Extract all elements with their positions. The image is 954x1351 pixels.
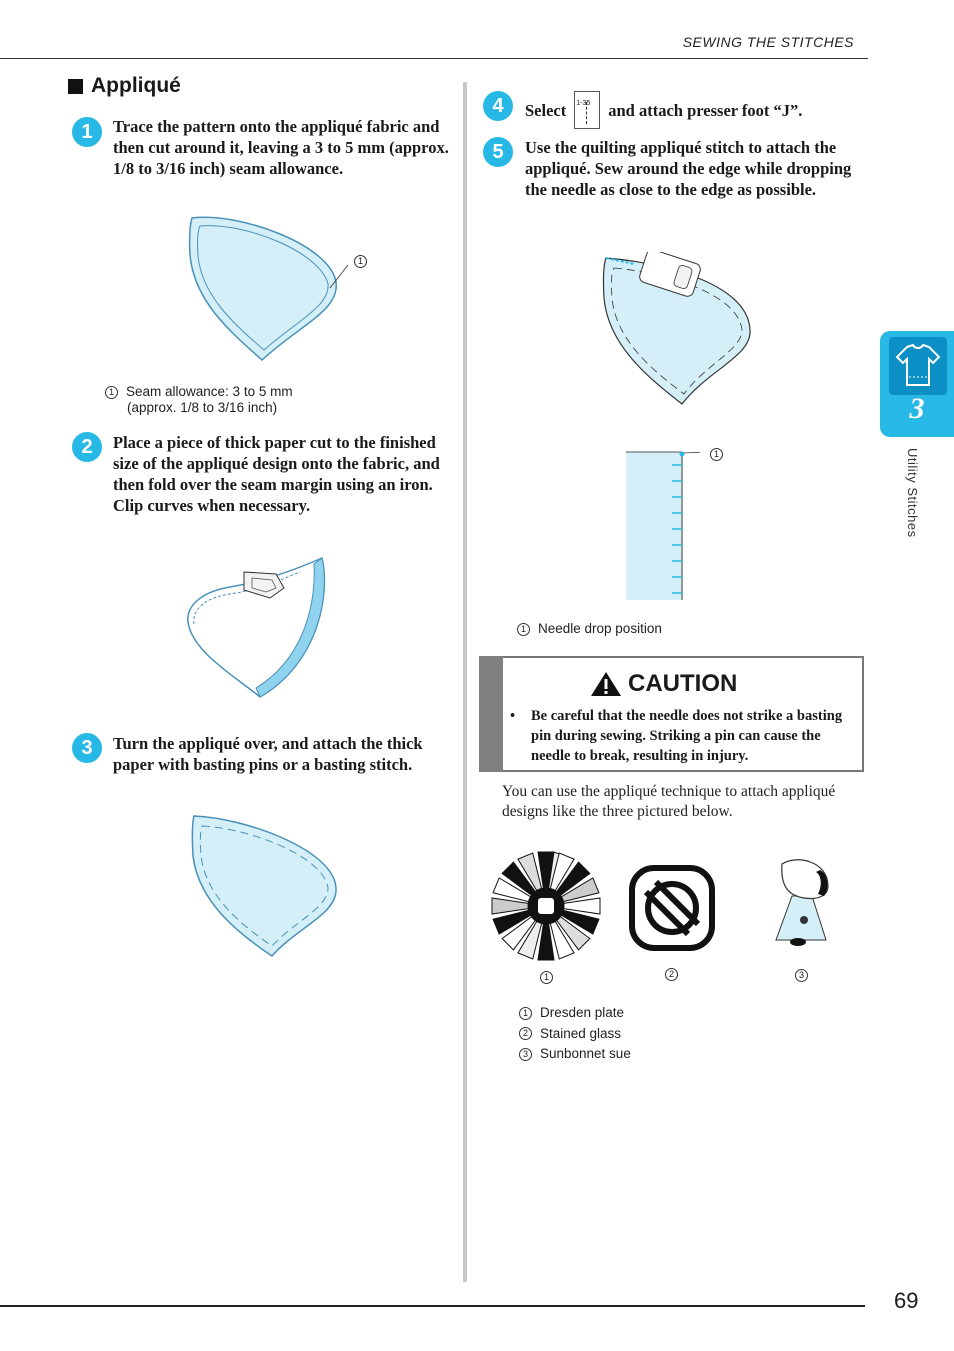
square-bullet-icon [68,79,83,94]
quilting-applique-stitch-icon [574,91,600,129]
step-4-text-after: and attach presser foot “J”. [608,100,803,120]
figure1-caption-marker: 1 [105,386,118,399]
figure-iron-fold [180,552,340,702]
figure1-caption-line2: (approx. 1/8 to 3/16 inch) [127,400,278,415]
chapter-label: Utility Stitches [905,448,920,538]
designs-legend [519,1003,631,1065]
section-title [68,74,181,98]
design-3-callout: 3 [795,966,816,984]
step-3-text: Turn the appliqué over, and attach the thick paper with basting pins or a basting stitch. [113,734,423,774]
step-1-number: 1 [72,117,102,147]
stitch-icon-label: 1-35 [576,100,591,107]
step-4-text [525,91,855,129]
design-2-callout: 2 [665,965,686,983]
column-divider [463,82,467,1282]
figure5-caption [517,621,662,637]
figure1-caption [105,384,293,416]
step-4-text-before: Select [525,100,567,120]
footer-rule [0,1305,865,1307]
caution-text: Be careful that the needle does not strike a basting pin during sewing. Striking a pin can cause the needle to break, resulting in injury. [531,708,843,764]
caution-body [510,706,855,766]
figure-sewing-applique [598,252,758,407]
step-2-text: Place a piece of thick paper cut to the finished size of the appliqué design onto the fabric, and then fold over the seam margin using an iron. Clip curves when necessary. [113,433,440,515]
figure1-callout: 1 [354,252,375,270]
stained-glass-illustration [626,862,718,954]
step-5-number: 5 [483,137,513,167]
caution-bar [479,656,503,772]
legend-item-stained-glass: 2 Stained glass [519,1024,631,1045]
page-number: 69 [894,1288,919,1313]
caution-title-text: CAUTION [628,670,738,697]
figure-needle-drop [620,440,700,605]
figure-seam-allowance [180,210,380,365]
step-5-text: Use the quilting appliqué stitch to attach the appliqué. Sew around the edge while dropping the needle as close to the edge as possible. [525,138,852,199]
figure1-caption-line1: Seam allowance: 3 to 5 mm [126,384,293,399]
stitch-icon-line [586,102,588,124]
shirt-icon [889,337,947,395]
step-3-number: 3 [72,733,102,763]
figure5-caption-marker: 1 [517,623,530,636]
figure5-caption-text: Needle drop position [538,621,662,636]
figure-basted-applique [186,810,346,960]
step-4-number: 4 [483,91,513,121]
chapter-tab-icon-bg [889,337,947,395]
warning-icon [590,671,622,697]
step-2-number: 2 [72,432,102,462]
legend-item-dresden-plate: 1 Dresden plate [519,1003,631,1024]
intro-text: You can use the appliqué technique to attach appliqué designs like the three pictured below. [502,783,836,820]
caution-title [590,670,737,698]
design-1-callout: 1 [540,968,561,986]
sunbonnet-sue-illustration [768,856,838,948]
step-1-text: Trace the pattern onto the appliqué fabric and then cut around it, leaving a 3 to 5 mm (approx. 1/8 to 3/16 inch) seam allowance. [113,117,449,178]
caution-bullet: • [510,708,516,724]
section-title-text: Appliqué [91,74,181,97]
chapter-number: 3 [909,392,925,425]
running-head: SEWING THE STITCHES [682,34,854,50]
legend-item-sunbonnet-sue: 3 Sunbonnet sue [519,1044,631,1065]
dresden-plate-illustration [490,850,605,962]
figure5-callout: 1 [710,445,731,463]
header-rule [0,58,868,59]
